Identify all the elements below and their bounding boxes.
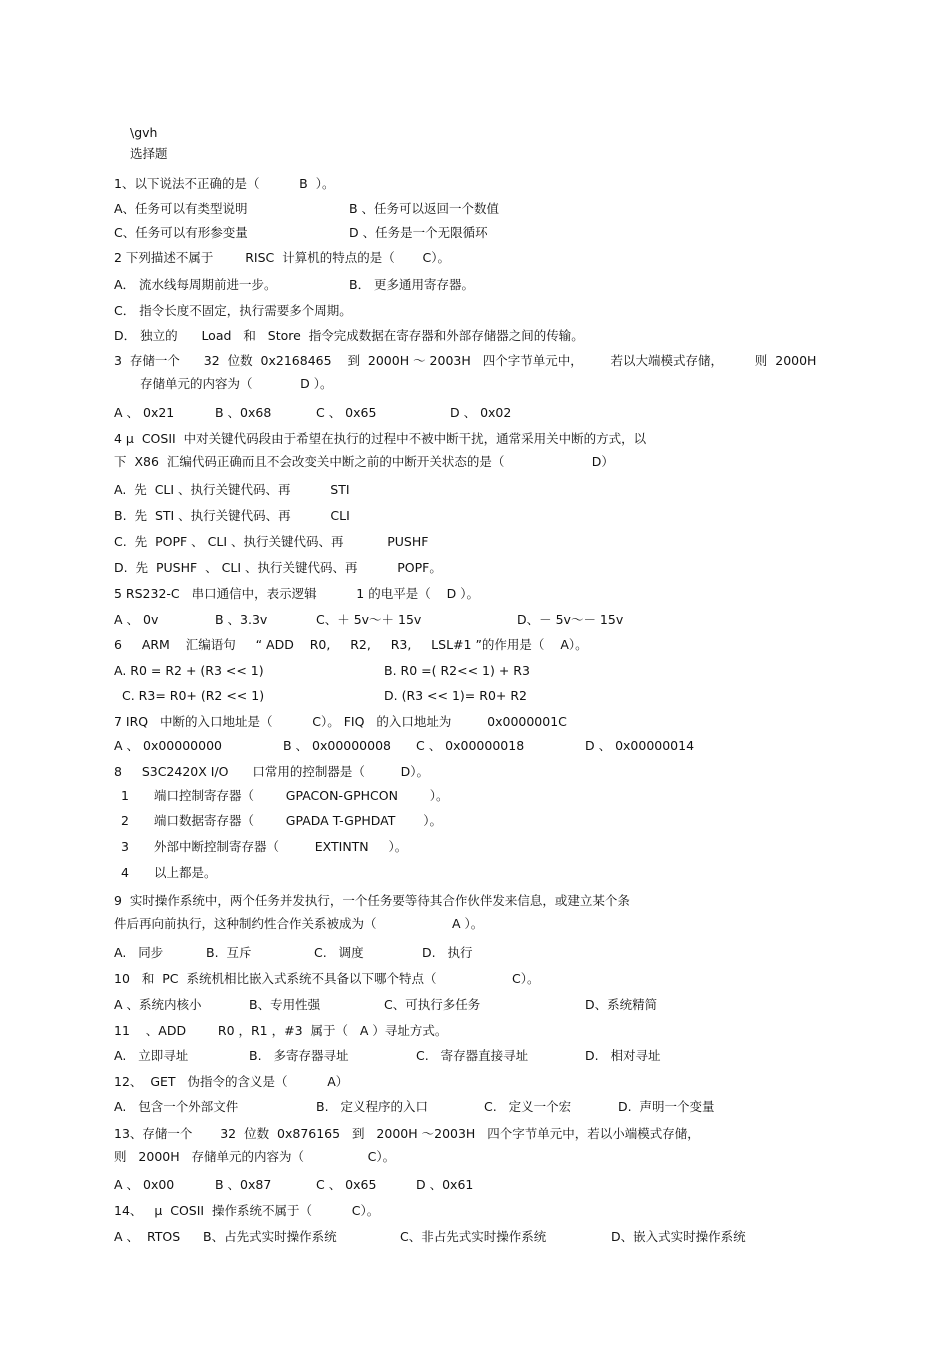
question-9-stem-line-1: 9 实时操作系统中，两个任务并发执行，一个任务要等待其合作伙伴发来信息，或建立某个条 xyxy=(114,893,630,908)
question-3-stem-line-1: 3 存储一个 32 位数 0x2168465 到 2000H ～ 2003H 四个字节单元中， 若以大端模式存储， 则 2000H xyxy=(114,353,817,368)
question-6-option-b: B. R0 =( R2<< 1) + R3 xyxy=(384,663,530,678)
question-6-option-d: D. (R3 << 1)= R0+ R2 xyxy=(384,688,527,703)
question-7-option-d: D 、 0x00000014 xyxy=(585,738,695,753)
question-5-stem: 5 RS232-C 串口通信中，表示逻辑 1 的电平是（ D ）。 xyxy=(114,586,479,601)
question-2-option-d: D． 独立的 Load 和 Store 指令完成数据在寄存器和外部存储器之间的传输。 xyxy=(114,328,584,343)
question-9-stem-line-2: 件后再向前执行，这种制约性合作关系被成为（ A ）。 xyxy=(114,916,484,931)
question-11-stem: 11 、ADD R0 ，R1 ，#3 属于（ A ）寻址方式。 xyxy=(114,1023,448,1038)
question-10-option-c: C、可执行多任务 xyxy=(384,997,481,1012)
question-8-marker-4: 4 xyxy=(121,865,129,880)
question-14-option-c: C、非占先式实时操作系统 xyxy=(400,1229,547,1244)
question-8-marker-2: 2 xyxy=(121,813,129,828)
question-5-option-a: A 、 0v xyxy=(114,612,159,627)
question-5-option-d: D、－ 5v～－ 15v xyxy=(517,612,624,627)
question-2-option-b: B． 更多通用寄存器。 xyxy=(349,277,475,292)
question-4-option-b: B. 先 STI 、执行关键代码、再 CLI xyxy=(114,508,350,523)
question-5-option-b: B 、3.3v xyxy=(215,612,268,627)
question-7-option-a: A 、 0x00000000 xyxy=(114,738,222,753)
question-3-option-a: A 、 0x21 xyxy=(114,405,175,420)
question-7-option-b: B 、 0x00000008 xyxy=(283,738,391,753)
question-12-option-a: A. 包含一个外部文件 xyxy=(114,1099,239,1114)
question-13-stem-line-1: 13、存储一个 32 位数 0x876165 到 2000H ～2003H 四个字节单元中，若以小端模式存储， xyxy=(114,1126,700,1141)
question-2-option-c: C． 指令长度不固定，执行需要多个周期。 xyxy=(114,303,352,318)
question-4-option-d: D. 先 PUSHF 、 CLI 、执行关键代码、再 POPF。 xyxy=(114,560,442,575)
question-11-option-b: B. 多寄存器寻址 xyxy=(249,1048,349,1063)
question-1-option-c: C、任务可以有形参变量 xyxy=(114,225,248,240)
question-9-option-d: D. 执行 xyxy=(422,945,473,960)
question-8-item-3: 外部中断控制寄存器（ EXTINTN ）。 xyxy=(154,839,408,854)
question-8-stem: 8 S3C2420X I/O 口常用的控制器是（ D）。 xyxy=(114,764,429,779)
question-3-option-d: D 、 0x02 xyxy=(450,405,512,420)
section-title: 选择题 xyxy=(130,146,168,161)
question-13-option-b: B 、0x87 xyxy=(215,1177,272,1192)
question-9-option-a: A. 同步 xyxy=(114,945,164,960)
question-12-option-c: C. 定义一个宏 xyxy=(484,1099,572,1114)
question-3-stem-line-2: 存储单元的内容为（ D ）。 xyxy=(140,376,333,391)
question-4-option-a: A. 先 CLI 、执行关键代码、再 STI xyxy=(114,482,350,497)
question-2-option-a: A． 流水线每周期前进一步。 xyxy=(114,277,277,292)
question-1-option-d: D 、任务是一个无限循环 xyxy=(349,225,488,240)
question-4-stem-line-2: 下 X86 汇编代码正确而且不会改变关中断之前的中断开关状态的是（ D） xyxy=(114,454,614,469)
question-13-option-a: A 、 0x00 xyxy=(114,1177,175,1192)
question-1-option-a: A、任务可以有类型说明 xyxy=(114,201,248,216)
question-4-stem-line-1: 4 μ COSII 中对关键代码段由于希望在执行的过程中不被中断干扰，通常采用关中断的方式，以 xyxy=(114,431,647,446)
question-6-stem: 6 ARM 汇编语句 “ ADD R0, R2, R3, LSL#1 ”的作用是（ A）。 xyxy=(114,637,588,652)
question-11-option-d: D. 相对寻址 xyxy=(585,1048,661,1063)
question-3-option-b: B 、0x68 xyxy=(215,405,272,420)
question-13-stem-line-2: 则 2000H 存储单元的内容为（ C）。 xyxy=(114,1149,396,1164)
question-11-option-c: C. 寄存器直接寻址 xyxy=(416,1048,529,1063)
question-13-option-c: C 、 0x65 xyxy=(316,1177,377,1192)
question-14-stem: 14、 μ COSII 操作系统不属于（ C）。 xyxy=(114,1203,380,1218)
question-8-item-4: 以上都是。 xyxy=(154,865,217,880)
question-11-option-a: A. 立即寻址 xyxy=(114,1048,189,1063)
question-10-option-d: D、系统精简 xyxy=(585,997,658,1012)
question-5-option-c: C、＋ 5v～＋ 15v xyxy=(316,612,422,627)
header-mark: \gvh xyxy=(130,125,158,140)
question-3-option-c: C 、 0x65 xyxy=(316,405,377,420)
question-6-option-a: A. R0 = R2 + (R3 << 1) xyxy=(114,663,264,678)
question-8-marker-1: 1 xyxy=(121,788,129,803)
question-14-option-d: D、嵌入式实时操作系统 xyxy=(611,1229,746,1244)
question-2-stem: 2 下列描述不属于 RISC 计算机的特点的是（ C）。 xyxy=(114,250,450,265)
question-12-option-b: B. 定义程序的入口 xyxy=(316,1099,428,1114)
question-10-option-b: B、专用性强 xyxy=(249,997,321,1012)
question-7-option-c: C 、 0x00000018 xyxy=(416,738,525,753)
question-10-stem: 10 和 PC 系统机相比嵌入式系统不具备以下哪个特点（ C）。 xyxy=(114,971,540,986)
question-1-stem: 1、以下说法不正确的是（ B ）。 xyxy=(114,176,335,191)
question-12-stem: 12、 GET 伪指令的含义是（ A） xyxy=(114,1074,349,1089)
question-8-item-2: 端口数据寄存器（ GPADA T-GPHDAT ）。 xyxy=(154,813,442,828)
question-12-option-d: D. 声明一个变量 xyxy=(618,1099,715,1114)
question-6-option-c: C. R3= R0+ (R2 << 1) xyxy=(122,688,265,703)
question-14-option-a: A 、 RTOS xyxy=(114,1229,181,1244)
question-7-stem: 7 IRQ 中断的入口地址是（ C）。 FIQ 的入口地址为 0x0000001C xyxy=(114,714,567,729)
question-8-marker-3: 3 xyxy=(121,839,129,854)
question-14-option-b: B、占先式实时操作系统 xyxy=(203,1229,337,1244)
question-9-option-c: C. 调度 xyxy=(314,945,364,960)
question-10-option-a: A 、系统内核小 xyxy=(114,997,202,1012)
question-4-option-c: C. 先 POPF 、 CLI 、执行关键代码、再 PUSHF xyxy=(114,534,429,549)
question-8-item-1: 端口控制寄存器（ GPACON-GPHCON ）。 xyxy=(154,788,449,803)
question-13-option-d: D 、0x61 xyxy=(416,1177,474,1192)
question-1-option-b: B 、任务可以返回一个数值 xyxy=(349,201,500,216)
question-9-option-b: B. 互斥 xyxy=(206,945,252,960)
